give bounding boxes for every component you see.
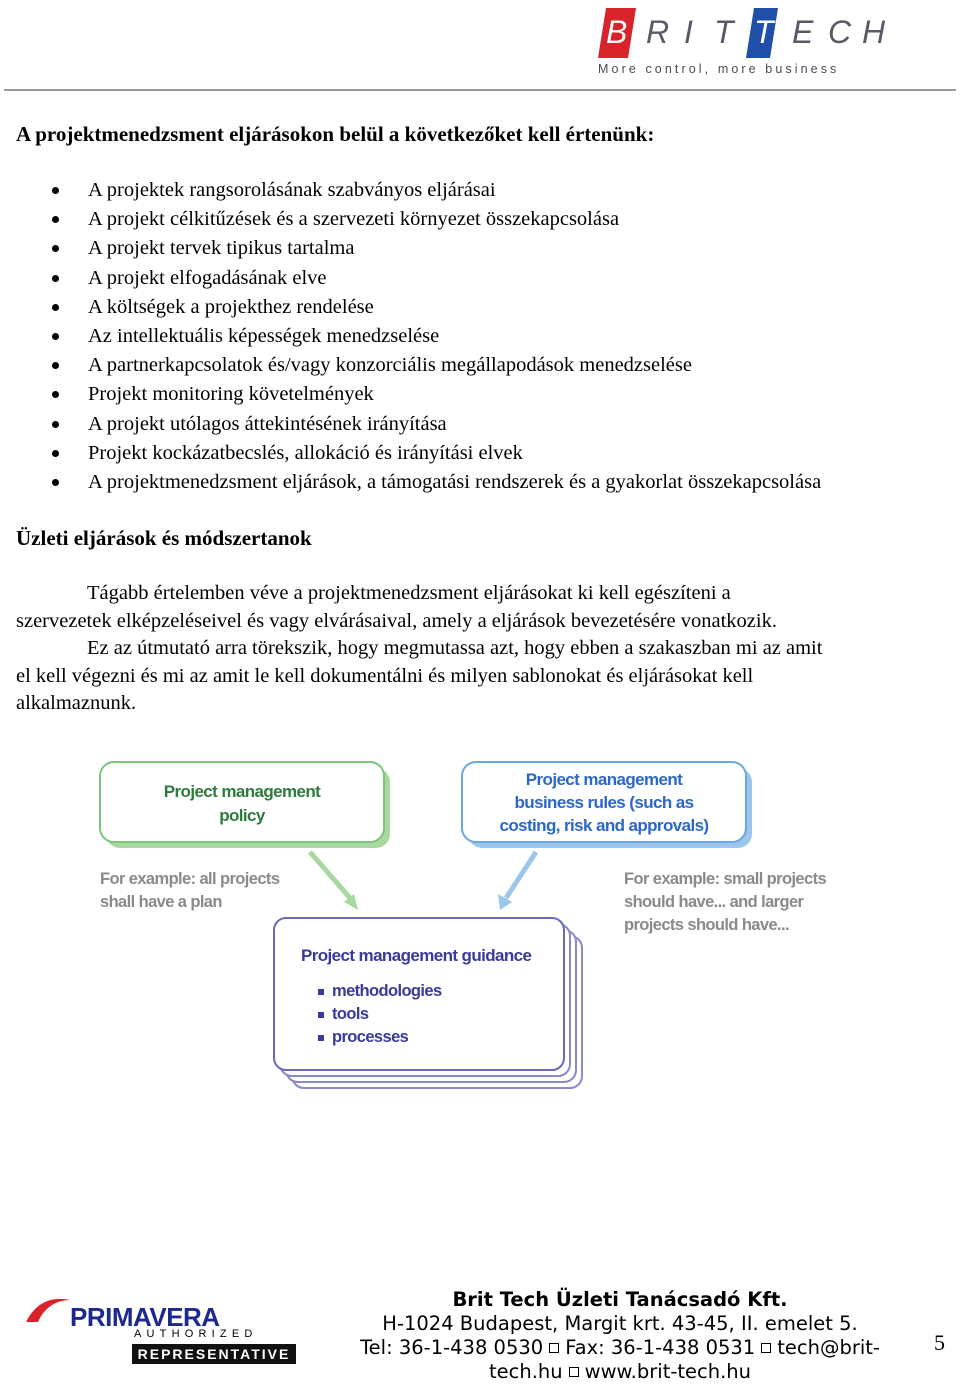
- logo-tagline: More control, more business: [598, 62, 840, 76]
- list-item: [52, 235, 821, 264]
- guidance-list: [318, 980, 442, 1049]
- swoosh-shape: [26, 1299, 70, 1322]
- section-heading-business-methods: Üzleti eljárások és módszertanok: [16, 526, 312, 550]
- list-item: [52, 352, 821, 381]
- guidance-item: [318, 1026, 442, 1049]
- logo-letter-b: B: [606, 14, 628, 50]
- paragraph-line: szervezetek elképzeléseivel és vagy elvárásaival, amely a eljárások bevezetésére vonatkozik.: [16, 609, 777, 632]
- bullet-icon: [52, 421, 59, 428]
- list-item: [52, 206, 821, 235]
- list-item-text: A projekt utólagos áttekintésének irányítása: [88, 412, 447, 435]
- guidance-title: Project management guidance: [301, 946, 532, 965]
- guidance-item-text: tools: [332, 1005, 369, 1023]
- rules-box-line: Project management: [525, 770, 683, 789]
- bullet-icon: [52, 304, 59, 311]
- logo-letter-r: R: [646, 14, 670, 50]
- arrow-policy-to-guidance: [310, 852, 350, 898]
- list-item-text: A projektmenedzsment eljárások, a támogatási rendszerek és a gyakorlat összekapcsolása: [88, 470, 822, 493]
- primavera-representative: REPRESENTATIVE: [132, 1344, 296, 1364]
- paragraph-line: alkalmaznunk.: [16, 692, 137, 714]
- section-heading-procedures: A projektmenedzsment eljárásokon belül a következőket kell értenünk:: [16, 122, 655, 146]
- list-item: [52, 440, 821, 469]
- list-item: [52, 381, 821, 410]
- footer-email[interactable]: tech@brit-: [777, 1336, 880, 1359]
- footer-fax: Fax: 36-1-438 0531: [565, 1336, 756, 1359]
- guidance-item: [318, 980, 442, 1003]
- policy-box-line: Project management: [163, 782, 321, 801]
- pm-structure-diagram: [96, 760, 856, 1100]
- rules-box-line: costing, risk and approvals): [499, 816, 709, 835]
- note-line: For example: all projects: [100, 870, 280, 888]
- procedures-list: [52, 177, 821, 498]
- list-item-text: A projekt elfogadásának elve: [88, 266, 327, 289]
- list-item-text: Projekt kockázatbecslés, allokáció és irányítási elvek: [88, 441, 523, 464]
- logo-letter-h: H: [862, 14, 886, 50]
- list-item: [52, 294, 821, 323]
- note-line: should have... and larger: [624, 893, 804, 911]
- header-divider: [4, 89, 956, 91]
- policy-box-label: [100, 780, 384, 828]
- paragraph-line: Tágabb értelemben véve a projektmenedzsment eljárásokat ki kell egészíteni a: [87, 582, 731, 604]
- bullet-icon: [52, 187, 59, 194]
- separator-square-icon: [569, 1367, 579, 1377]
- footer-tel: Tel: 36-1-438 0530: [360, 1336, 544, 1359]
- bullet-icon: [52, 391, 59, 398]
- rules-box-label: [462, 768, 746, 837]
- primavera-logo: [22, 1292, 300, 1368]
- list-item: [52, 469, 821, 498]
- square-bullet-icon: [318, 989, 324, 995]
- paragraph-1: [16, 580, 948, 635]
- rules-box-line: business rules (such as: [514, 793, 694, 812]
- bullet-icon: [52, 450, 59, 457]
- list-item: [52, 411, 821, 440]
- brittech-logo: [596, 6, 886, 82]
- list-item-text: Projekt monitoring követelmények: [88, 383, 374, 406]
- list-item: [52, 177, 821, 206]
- logo-letter-e: E: [792, 14, 814, 50]
- primavera-authorized: AUTHORIZED: [134, 1328, 258, 1340]
- footer-web-line: [320, 1360, 920, 1384]
- logo-letter-c: C: [828, 14, 852, 50]
- policy-box-line: policy: [219, 806, 265, 825]
- footer-phone-line: [320, 1336, 920, 1360]
- guidance-item-text: methodologies: [332, 982, 442, 1000]
- bullet-icon: [52, 333, 59, 340]
- primavera-wordmark: PRIMAVERA: [70, 1302, 220, 1332]
- logo-letter-t1: T: [714, 14, 734, 50]
- note-left: [100, 868, 279, 914]
- paragraph-2: [16, 635, 948, 718]
- separator-square-icon: [761, 1343, 771, 1353]
- paragraph-line: Ez az útmutató arra törekszik, hogy megmutassa azt, hogy ebben a szakaszban mi az amit: [87, 637, 823, 659]
- note-line: projects should have...: [624, 916, 789, 934]
- list-item-text: A projektek rangsorolásának szabványos eljárásai: [88, 179, 496, 201]
- arrow-rules-to-guidance: [506, 852, 536, 898]
- list-item-text: Az intellektuális képességek menedzselése: [88, 324, 440, 347]
- bullet-icon: [52, 216, 59, 223]
- bullet-icon: [52, 275, 59, 282]
- note-right: [624, 868, 826, 937]
- list-item-text: A költségek a projekthez rendelése: [88, 295, 374, 318]
- list-item-text: A projekt tervek tipikus tartalma: [88, 237, 355, 260]
- separator-square-icon: [549, 1343, 559, 1353]
- footer-address: H-1024 Budapest, Margit krt. 43-45, II. emelet 5.: [382, 1312, 858, 1335]
- guidance-item-text: processes: [332, 1028, 409, 1046]
- paragraph-line: el kell végezni és mi az amit le kell dokumentálni és milyen sablonokat és eljárásokat kell: [16, 664, 754, 687]
- list-item-text: A partnerkapcsolatok és/vagy konzorciális megállapodások menedzselése: [88, 354, 692, 377]
- footer-email-cont[interactable]: tech.hu: [488, 1360, 563, 1383]
- bullet-icon: [52, 479, 59, 486]
- note-line: For example: small projects: [624, 870, 827, 888]
- list-item: [52, 323, 821, 352]
- footer-contact: [320, 1288, 920, 1384]
- square-bullet-icon: [318, 1035, 324, 1041]
- logo-letter-i: I: [684, 14, 693, 50]
- bullet-icon: [52, 245, 59, 252]
- list-item: [52, 265, 821, 294]
- logo-letter-t2: T: [754, 14, 774, 50]
- page-number: 5: [934, 1330, 945, 1355]
- footer-web[interactable]: www.brit-tech.hu: [584, 1360, 752, 1383]
- list-item-text: A projekt célkitűzések és a szervezeti környezet összekapcsolása: [88, 208, 620, 231]
- square-bullet-icon: [318, 1012, 324, 1018]
- guidance-item: [318, 1003, 442, 1026]
- bullet-icon: [52, 362, 59, 369]
- note-line: shall have a plan: [100, 893, 222, 911]
- footer-company: Brit Tech Üzleti Tanácsadó Kft.: [452, 1288, 788, 1311]
